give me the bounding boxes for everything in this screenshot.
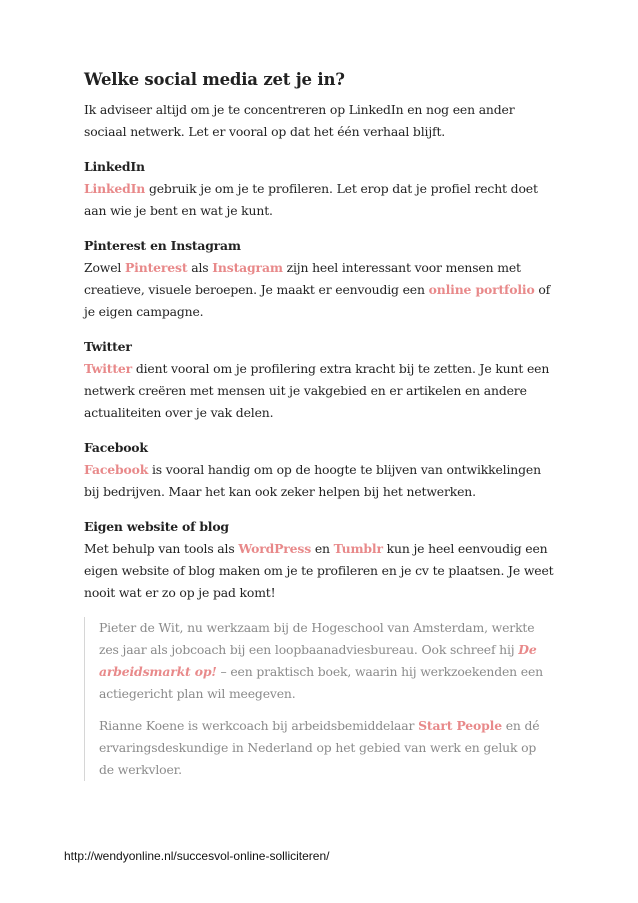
section-website-blog bbox=[84, 516, 554, 604]
section-linkedin bbox=[84, 156, 554, 222]
section-heading-facebook: Facebook bbox=[84, 440, 148, 455]
section-heading-linkedin: LinkedIn bbox=[84, 159, 145, 174]
facebook-paragraph: Facebook is vooral handig om op de hoogte te blijven van ontwikkelingen bij bedrijven. Maar het kan ook zeker helpen bij het netwerken. bbox=[84, 462, 541, 499]
page-title: Welke social media zet je in? bbox=[84, 70, 345, 89]
link-online-portfolio[interactable]: online portfolio bbox=[428, 282, 535, 297]
section-twitter bbox=[84, 336, 554, 424]
author-bio-rianne: Rianne Koene is werkcoach bij arbeidsbemiddelaar Start People en dé ervaringsdeskundige in Nederland op het gebied van werk en geluk op de werkvloer. bbox=[99, 718, 540, 777]
link-instagram[interactable]: Instagram bbox=[212, 260, 283, 275]
intro-paragraph: Ik adviseer altijd om je te concentreren op LinkedIn en nog een ander sociaal netwerk. Let er vooral op dat het één verhaal blijft. bbox=[84, 102, 515, 139]
section-pinterest-instagram bbox=[84, 235, 554, 323]
linkedin-paragraph: LinkedIn gebruik je om je te profileren. Let erop dat je profiel recht doet aan wie je bent en wat je kunt. bbox=[84, 181, 538, 218]
link-facebook[interactable]: Facebook bbox=[84, 462, 149, 477]
twitter-paragraph: Twitter dient vooral om je profilering extra kracht bij te zetten. Je kunt een netwerk creëren met mensen uit je vakgebied en er artikelen en andere actualiteiten over je vak delen. bbox=[84, 361, 550, 420]
section-heading-pinterest: Pinterest en Instagram bbox=[84, 238, 241, 253]
website-paragraph: Met behulp van tools als WordPress en Tumblr kun je heel eenvoudig een eigen website of blog maken om je te profileren en je cv te plaatsen. Je weet nooit wat er zo op je pad komt! bbox=[84, 541, 554, 600]
link-wordpress[interactable]: WordPress bbox=[238, 541, 312, 556]
section-facebook bbox=[84, 437, 554, 503]
link-book-de-arbeidsmarkt-op[interactable]: De arbeidsmarkt op! bbox=[99, 642, 537, 679]
link-tumblr[interactable]: Tumblr bbox=[333, 541, 383, 556]
link-start-people[interactable]: Start People bbox=[418, 718, 502, 733]
section-heading-website: Eigen website of blog bbox=[84, 519, 229, 534]
author-bio-pieter: Pieter de Wit, nu werkzaam bij de Hogeschool van Amsterdam, werkte zes jaar als jobcoach bij een loopbaanadviesbureau. Ook schreef hij De arbeidsmarkt op! – een praktisch boek, waarin hij werkzoekenden een actiegericht plan wil meegeven. bbox=[99, 620, 543, 701]
author-blockquote bbox=[84, 617, 554, 781]
section-heading-twitter: Twitter bbox=[84, 339, 132, 354]
link-pinterest[interactable]: Pinterest bbox=[125, 260, 188, 275]
pinterest-paragraph: Zowel Pinterest als Instagram zijn heel interessant voor mensen met creatieve, visuele beroepen. Je maakt er eenvoudig een online portfolio of je eigen campagne. bbox=[84, 260, 551, 319]
footer-url[interactable]: http://wendyonline.nl/succesvol-online-solliciteren/ bbox=[64, 849, 330, 863]
link-linkedin[interactable]: LinkedIn bbox=[84, 181, 146, 196]
link-twitter[interactable]: Twitter bbox=[84, 361, 133, 376]
article bbox=[84, 70, 554, 781]
